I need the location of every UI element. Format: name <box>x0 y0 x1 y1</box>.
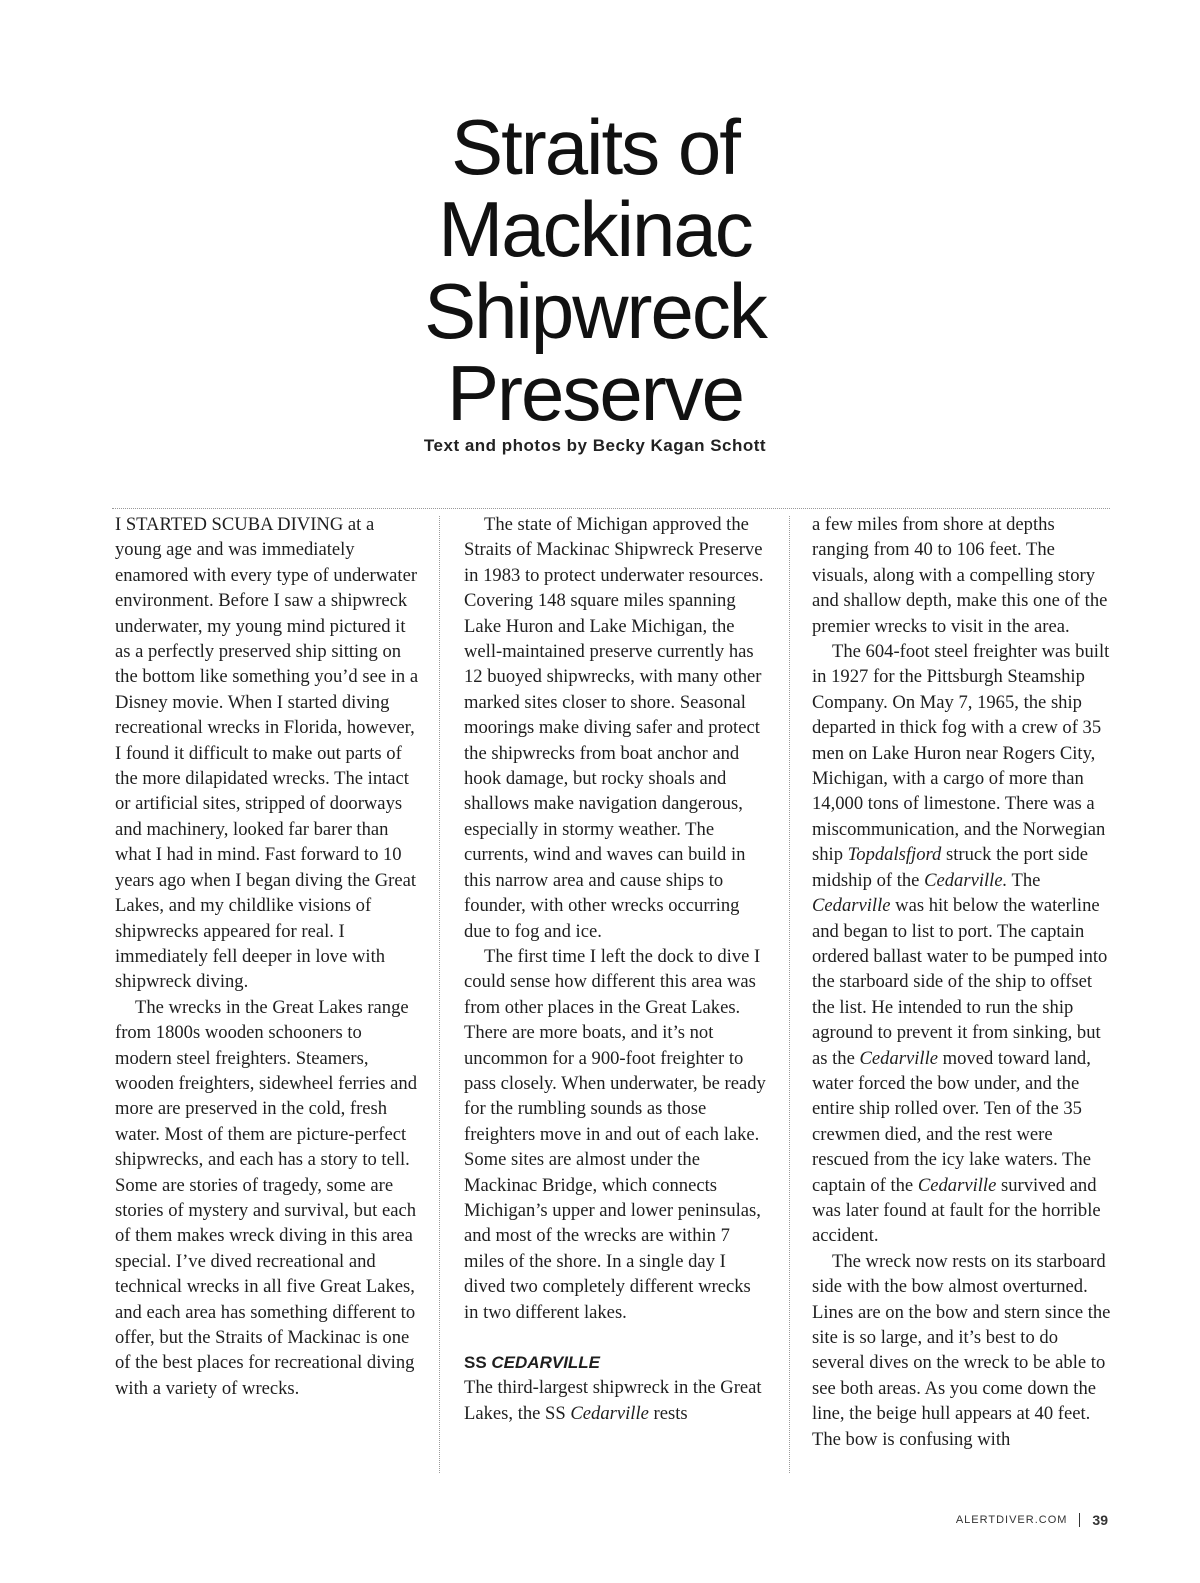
site-link[interactable]: ALERTDIVER.COM <box>955 1514 1068 1526</box>
paragraph: The first time I left the dock to dive I could sense how different this area was from other places in the Great Lakes. There are more boats, and it’s not uncommon for a 900-foot freighter to pass closely. When underwater, be ready for the rumbling sounds as those freighters move in and out of each lake. Some sites are almost under the Mackinac Bridge, which connects Michigan’s upper and lower peninsulas, and most of the wrecks are within 7 miles of the shore. In a single day I dived two completely different wrecks in two different lakes. <box>464 945 766 1323</box>
ship-name: Cedarville <box>812 895 891 917</box>
column-divider <box>439 516 440 1473</box>
header-divider <box>112 508 1110 509</box>
title-line-3: Shipwreck <box>424 267 766 355</box>
article-title <box>200 103 990 437</box>
section-heading-ship: CEDARVILLE <box>491 1353 601 1372</box>
text-run: survived and was later found at fault for the horrible accident. <box>812 1174 1101 1247</box>
paragraph: The wreck now rests on its starboard side with the bow almost overturned. Lines are on the bow and stern since the site is so large, and it’s best to do several dives on the wreck to be able to see both areas. As you come down the line, the beige hull appears at 40 feet. The bow is confusing with <box>812 1250 1111 1450</box>
paragraph: I STARTED SCUBA DIVING at a young age and was immediately enamored with every type of underwater environment. Before I saw a shipwreck underwater, my young mind pictured it as a perfectly preserved ship sitting on the bottom like something you’d see in a Disney movie. When I started diving recreational wrecks in Florida, however, I found it difficult to make out parts of the more dilapidated wrecks. The intact or artificial sites, stripped of doorways and machinery, looked far barer than what I had in mind. Fast forward to 10 years ago when I began diving the Great Lakes, and my childlike visions of shipwrecks appeared for real. I immediately fell deeper in love with shipwreck diving. <box>115 514 419 993</box>
title-line-1: Straits of <box>451 103 739 191</box>
text-run: The <box>1007 869 1041 891</box>
paragraph: a few miles from shore at depths ranging from 40 to 106 feet. The visuals, along with a compelling story and shallow depth, make this one of the premier wrecks to visit in the area. <box>812 514 1108 637</box>
ship-name: Cedarville. <box>924 869 1008 891</box>
text-run: moved toward land, water forced the bow under, and the entire ship rolled over. Ten of the 35 crewmen died, and the rest were rescued from the icy lake waters. The captain of the <box>812 1047 1091 1196</box>
page-footer <box>956 1512 1108 1528</box>
column-divider <box>789 516 790 1473</box>
text-run: rests <box>648 1402 688 1424</box>
byline: Text and photos by Becky Kagan Schott <box>423 436 767 455</box>
ship-name: Cedarville <box>917 1174 997 1196</box>
paragraph <box>812 639 1112 1249</box>
section-heading <box>464 1350 769 1375</box>
column-2 <box>464 512 769 1426</box>
title-line-2: Mackinac <box>438 185 752 273</box>
text-run: struck the port side midship of the <box>812 844 1089 891</box>
ship-name: Cedarville <box>570 1402 649 1424</box>
paragraph <box>464 1375 769 1426</box>
text-run: was hit below the waterline and began to list to port. The captain ordered ballast water to be pumped into the starboard side of the ship to offset the list. He intended to run the ship aground to prevent it from sinking, but as the <box>812 895 1108 1069</box>
section-heading-prefix: SS <box>464 1353 492 1372</box>
ship-name: Cedarville <box>859 1047 939 1069</box>
page-number: 39 <box>1092 1512 1108 1528</box>
title-line-4: Preserve <box>446 349 744 437</box>
paragraph: The state of Michigan approved the Straits of Mackinac Shipwreck Preserve in 1983 to protect underwater resources. Covering 148 square miles spanning Lake Huron and Lake Michigan, the well-maintained preserve currently has 12 buoyed shipwrecks, with many other marked sites closer to shore. Seasonal moorings make diving safer and protect the shipwrecks from boat anchor and hook damage, but rocky shoals and shallows make navigation dangerous, especially in stormy weather. The currents, wind and waves can build in this narrow area and cause ships to founder, with other wrecks occurring due to fog and ice. <box>464 514 764 942</box>
text-run: The third-largest shipwreck in the Great Lakes, the SS <box>464 1377 762 1424</box>
paragraph: The wrecks in the Great Lakes range from 1800s wooden schooners to modern steel freighters. Steamers, wooden freighters, sidewheel ferries and more are preserved in the cold, fresh water. Most of them are picture-perfect shipwrecks, and each has a story to tell. Some are stories of tragedy, some are stories of mystery and survival, but each of them makes wreck diving in this area special. I’ve dived recreational and technical wrecks in all five Great Lakes, and each area has something different to offer, but the Straits of Mackinac is one of the best places for recreational diving with a variety of wrecks. <box>115 996 418 1399</box>
ship-name: Topdalsfjord <box>847 844 942 866</box>
column-1 <box>115 512 420 1401</box>
text-run: The 604-foot steel freighter was built in 1927 for the Pittsburgh Steamship Company. On May 7, 1965, the ship departed in thick fog with a crew of 35 men on Lake Huron near Rogers City, Michigan, with a cargo of more than 14,000 tons of limestone. There was a miscommunication, and the Norwegian ship <box>812 641 1110 866</box>
footer-separator <box>1079 1513 1080 1527</box>
column-3 <box>812 512 1112 1452</box>
